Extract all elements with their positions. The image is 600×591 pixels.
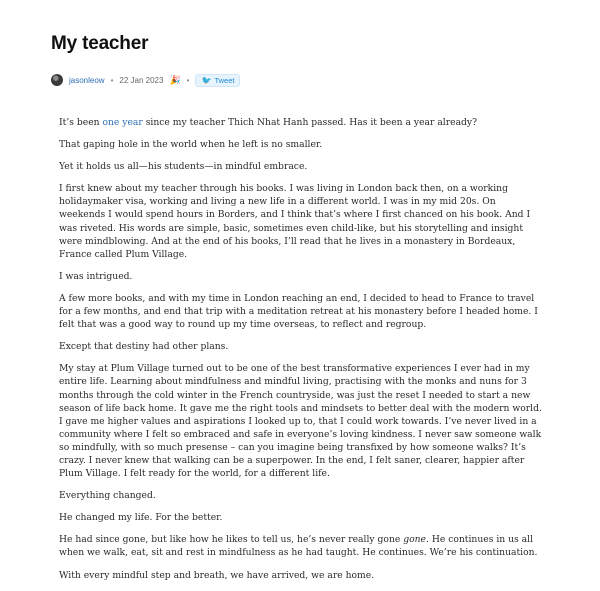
paragraph: A few more books, and with my time in London reaching an end, I decided to head to France to travel for a few months, and end that trip with a meditation retreat at his monastery before I headed home. I felt that was a good way to round up my time overseas, to reflect and regroup. [59, 292, 538, 331]
paragraph: I first knew about my teacher through his books. I was living in London back then, on a working holidaymaker visa, working and living a new life in a different world. I was in my mid 20s. On weekends I would spend hours in Borders, and I think that’s where I first chanced on his book. And I was riveted. His words are simple, basic, sometimes even child-like, but his storytelling and insight were mindblowing. And at the end of his books, I’ll read that he lives in a monastery in Bordeaux, France called Plum Village. [59, 183, 531, 260]
party-emoji-icon: 🎉 [169, 74, 181, 85]
tweet-button[interactable] [195, 74, 240, 87]
twitter-bird-icon: 🐦 [201, 75, 212, 85]
paragraph: It’s been one year since my teacher Thich Nhat Hanh passed. Has it been a year already? [59, 117, 478, 128]
paragraph: I was intrigued. [59, 270, 133, 282]
separator-dot: • [186, 75, 190, 85]
one-year-link[interactable]: one year [102, 117, 143, 128]
emphasis-gone: gone [403, 534, 426, 546]
post-meta [51, 72, 240, 88]
paragraph: That gaping hole in the world when he left is no smaller. [59, 139, 323, 151]
avatar[interactable] [51, 74, 63, 86]
paragraph: Except that destiny had other plans. [59, 341, 229, 353]
tweet-label: Tweet [214, 75, 235, 85]
post-body [59, 116, 544, 591]
paragraph: Everything changed. [59, 490, 156, 502]
paragraph: Yet it holds us all—his students—in mindful embrace. [59, 161, 308, 173]
post-date: 22 Jan 2023 [119, 75, 164, 85]
paragraph: He had since gone, but like how he likes to tell us, he’s never really gone gone. He continues in us all when we walk, eat, sit and rest in mindfulness as he had taught. He continues. We’re his continuation. [59, 534, 538, 559]
author-link[interactable]: jasonleow [69, 75, 105, 85]
paragraph: He changed my life. For the better. [59, 512, 223, 524]
post-title: My teacher [51, 33, 149, 54]
paragraph: With every mindful step and breath, we have arrived, we are home. [59, 569, 375, 581]
paragraph: My stay at Plum Village turned out to be one of the best transformative experiences I ever had in my entire life. Learning about mindfulness and mindful living, practising with the monks and nuns for 3 months through the cold winter in the French countryside, was just the reset I needed to start a new season of life back home. It gave me the right tools and mindsets to better deal with the modern world. I gave me higher values and aspirations I looked up to, that I could work towards. I’ve never lived in a community where I felt so embraced and safe in everyone’s loving kindness. I never saw someone walk so mindfully, with so much presense – can you imagine being transfixed by how someone walks? It’s crazy. I never knew that walking can be a superpower. In the end, I felt saner, clearer, happier after Plum Village. I felt ready for the world, for a different life. [59, 363, 542, 480]
separator-dot: • [110, 75, 114, 85]
